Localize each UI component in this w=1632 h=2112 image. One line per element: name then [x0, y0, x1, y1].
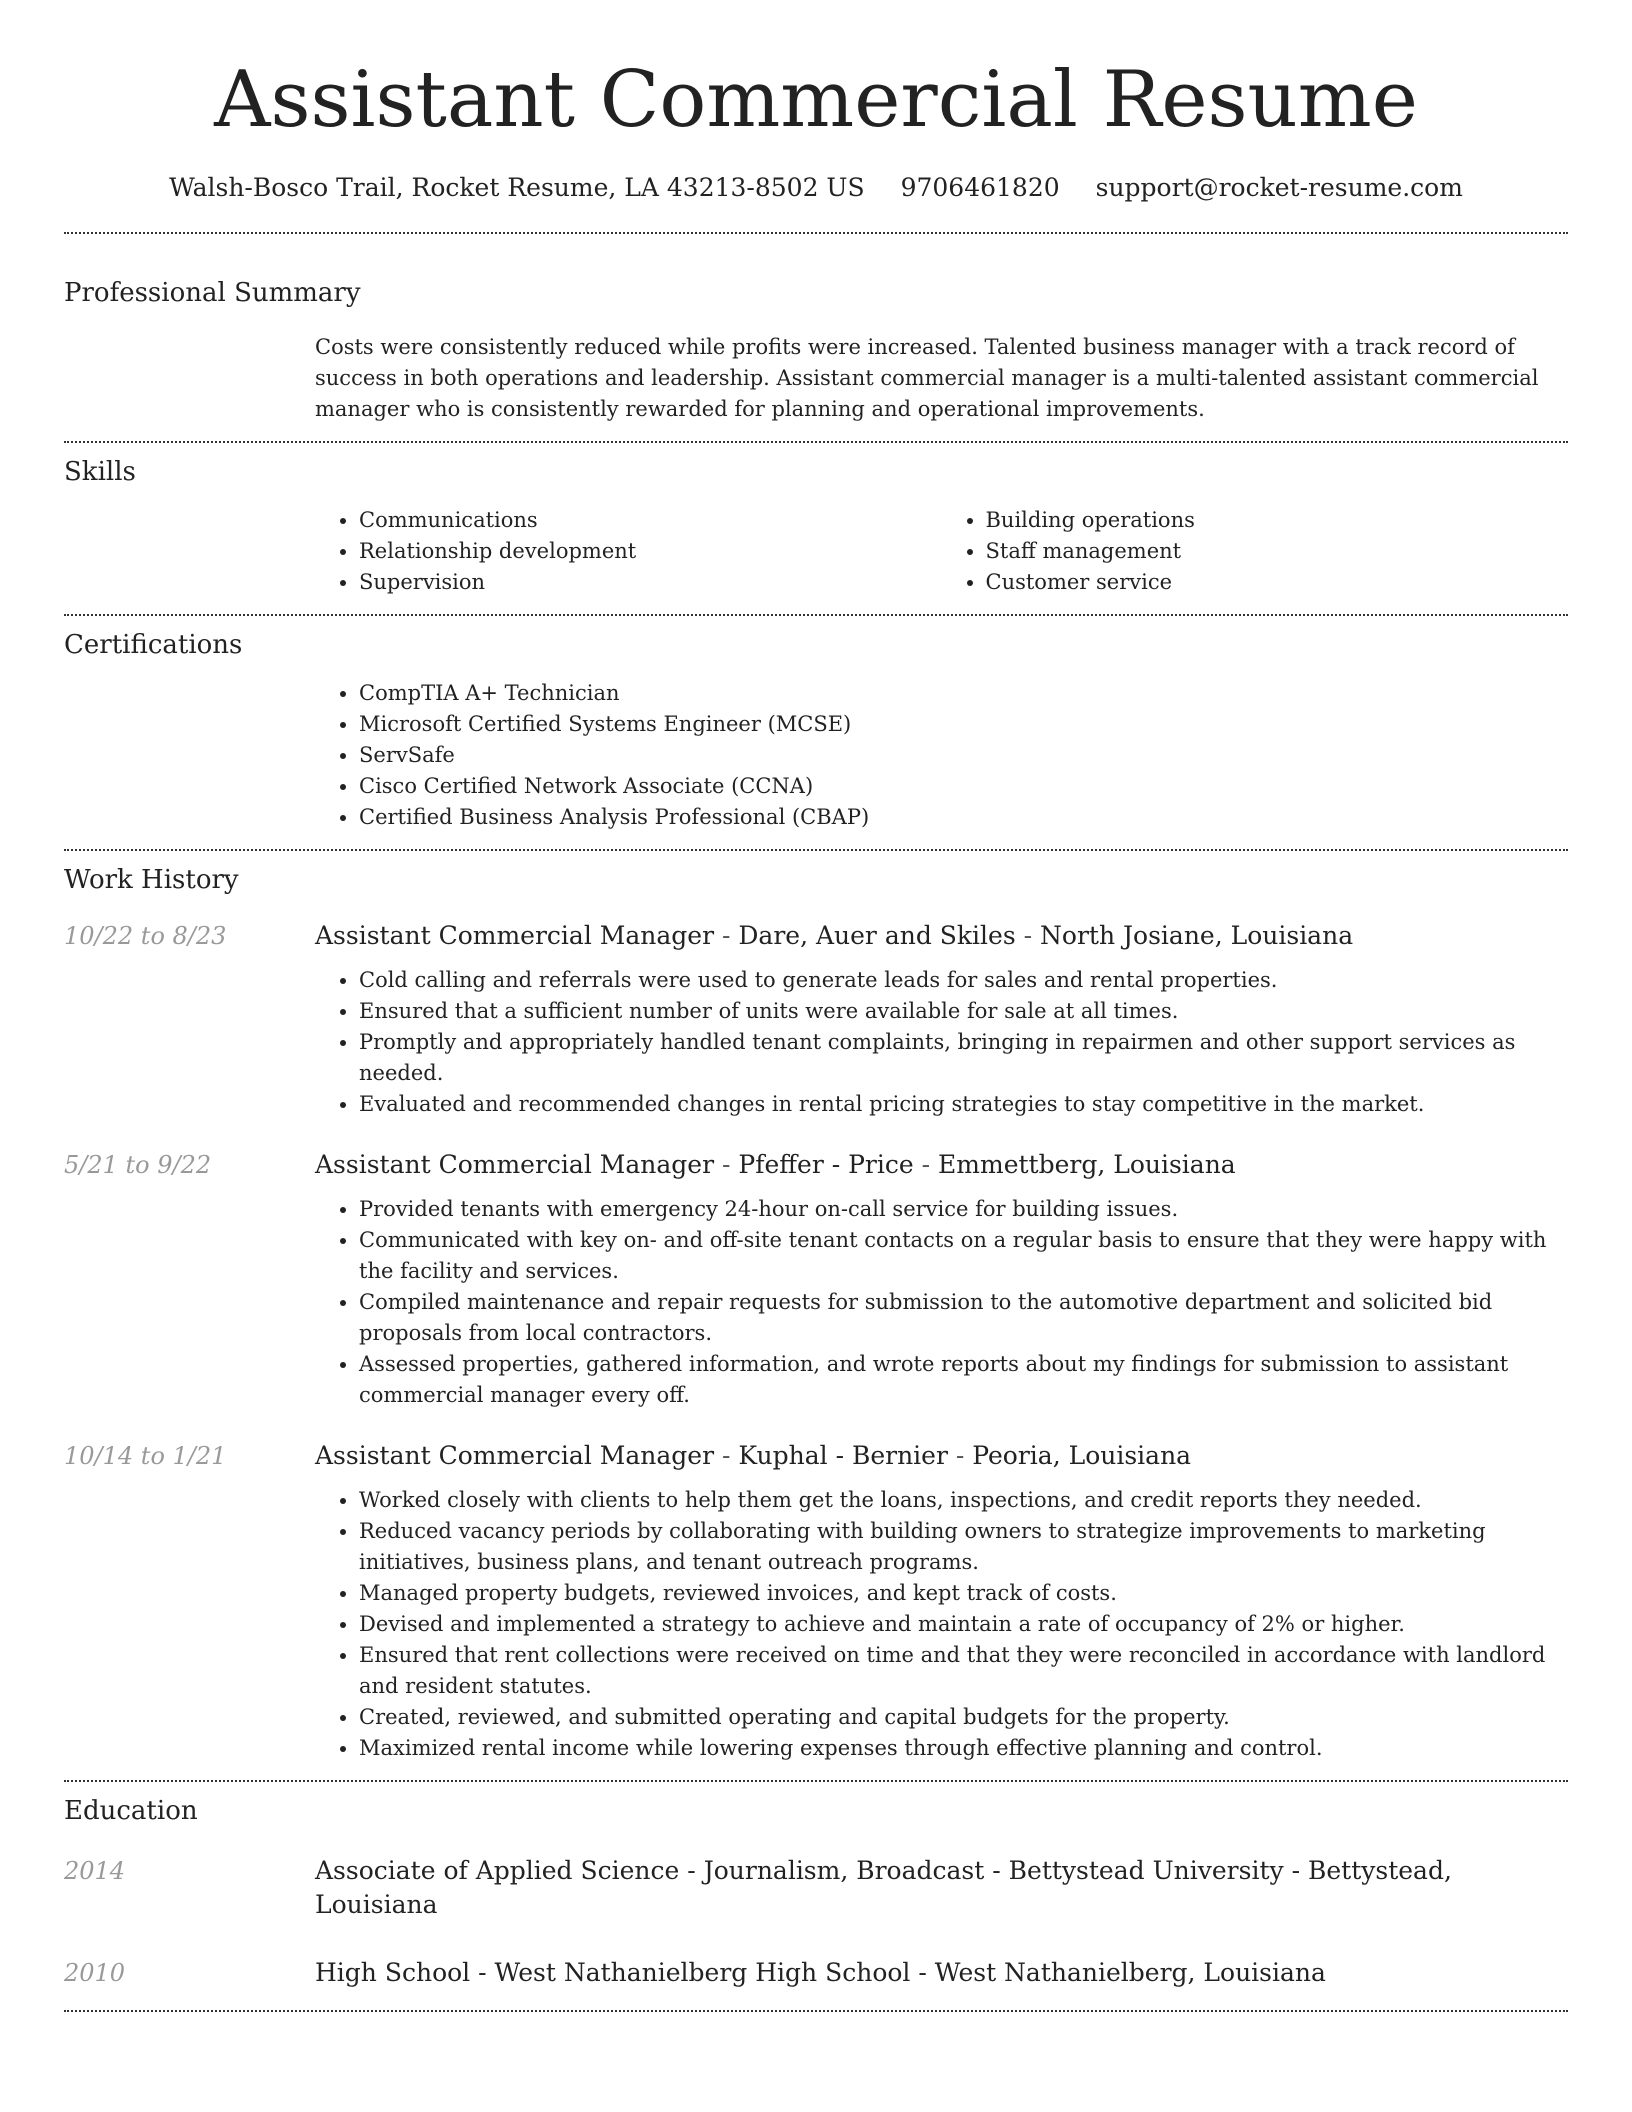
summary-text: Costs were consistently reduced while profits were increased. Talented business manager with a track record of success in both operations and leadership. Assistant commercial manager is a multi-talented assistant commercial manager who is consistently rewarded for planning and operational improvements. [315, 335, 1539, 421]
job-dates: 5/21 to 9/22 [64, 1151, 212, 1179]
job-title: Assistant Commercial Manager [315, 1150, 715, 1179]
list-item: • Reduced vacancy periods by collaborating with building owners to strategize improvements to marketing initiatives, business plans, and tenant outreach programs. [359, 1516, 1568, 1578]
contact-email: support@rocket-resume.com [1095, 173, 1463, 202]
list-item: • Communicated with key on- and off-site tenant contacts on a regular basis to ensure that they were happy with the facility and services. [359, 1225, 1568, 1287]
job-details [315, 965, 1568, 1120]
list-item: • Provided tenants with emergency 24-hour on-call service for building issues. [359, 1194, 1568, 1225]
list-item: • Relationship development [359, 536, 942, 567]
education-degree: High School [315, 1958, 471, 1987]
job-location: Emmettberg, Louisiana [938, 1150, 1236, 1179]
education-year: 2014 [64, 1857, 126, 1885]
job-title: Assistant Commercial Manager [315, 921, 715, 950]
list-item: • Compiled maintenance and repair requests for submission to the automotive department and solicited bid proposals from local contractors. [359, 1287, 1568, 1349]
job-details [315, 1194, 1568, 1411]
contact-line [64, 170, 1568, 206]
education-heading: High School - West Nathanielberg High School - West Nathanielberg, Louisiana [315, 1958, 1326, 1987]
job-bullets [315, 965, 1568, 1120]
contact-address: Walsh-Bosco Trail, Rocket Resume, LA 43213-8502 US [169, 173, 865, 202]
summary-content [315, 332, 1568, 425]
job-heading: Assistant Commercial Manager - Kuphal - Bernier - Peoria, Louisiana [315, 1441, 1192, 1470]
list-item: • Promptly and appropriately handled tenant complaints, bringing in repairmen and other support services as needed. [359, 1027, 1568, 1089]
list-item: • Microsoft Certified Systems Engineer (MCSE) [359, 709, 1568, 740]
skills-section [64, 455, 1568, 598]
education-school: Bettystead University [1008, 1856, 1284, 1885]
list-item: • Ensured that a sufficient number of units were available for sale at all times. [359, 996, 1568, 1027]
education-entry [64, 1956, 1568, 1990]
list-item: • Assessed properties, gathered information, and wrote reports about my findings for submission to assistant commercial manager every off. [359, 1349, 1568, 1411]
education-entry [64, 1854, 1568, 1922]
list-item: • Managed property budgets, reviewed invoices, and kept track of costs. [359, 1578, 1568, 1609]
list-item: • Devised and implemented a strategy to achieve and maintain a rate of occupancy of 2% or higher. [359, 1609, 1568, 1640]
list-item: • Created, reviewed, and submitted operating and capital budgets for the property. [359, 1702, 1568, 1733]
list-item: • Staff management [986, 536, 1569, 567]
summary-section [64, 276, 1568, 425]
job-location: Peoria, Louisiana [972, 1441, 1192, 1470]
education-year: 2010 [64, 1959, 126, 1987]
contact-phone: 9706461820 [900, 173, 1060, 202]
job-dates: 10/22 to 8/23 [64, 922, 227, 950]
job-entry [64, 1148, 1568, 1411]
divider [64, 2010, 1568, 2012]
list-item: • CompTIA A+ Technician [359, 678, 1568, 709]
job-entry [64, 919, 1568, 1120]
education-location: Bettystead, Louisiana [315, 1856, 1452, 1919]
list-item: • ServSafe [359, 740, 1568, 771]
divider [64, 441, 1568, 443]
section-title-summary: Professional Summary [64, 278, 361, 308]
list-item: • Customer service [986, 567, 1569, 598]
section-title-certifications: Certifications [64, 630, 243, 660]
list-item: • Worked closely with clients to help them get the loans, inspections, and credit reports they needed. [359, 1485, 1568, 1516]
education-section [64, 1794, 1568, 1990]
job-company: Kuphal - Bernier [738, 1441, 948, 1470]
job-entry [64, 1439, 1568, 1764]
education-location: West Nathanielberg, Louisiana [934, 1958, 1326, 1987]
divider [64, 232, 1568, 234]
skills-column-2 [942, 505, 1569, 598]
list-item: • Supervision [359, 567, 942, 598]
job-location: North Josiane, Louisiana [1040, 921, 1354, 950]
job-header [64, 1439, 1568, 1473]
education-field: Journalism, Broadcast [703, 1856, 985, 1885]
job-header [64, 1148, 1568, 1182]
list-item: • Communications [359, 505, 942, 536]
certifications-section [64, 628, 1568, 833]
job-heading: Assistant Commercial Manager - Pfeffer - Price - Emmettberg, Louisiana [315, 1150, 1236, 1179]
divider [64, 849, 1568, 851]
education-school: West Nathanielberg High School [494, 1958, 911, 1987]
job-details [315, 1485, 1568, 1764]
list-item: • Cold calling and referrals were used to generate leads for sales and rental properties. [359, 965, 1568, 996]
job-bullets [315, 1485, 1568, 1764]
section-title-education: Education [64, 1796, 198, 1826]
job-title: Assistant Commercial Manager [315, 1441, 715, 1470]
job-heading: Assistant Commercial Manager - Dare, Auer and Skiles - North Josiane, Louisiana [315, 921, 1354, 950]
certifications-content [315, 678, 1568, 833]
work-history-section [64, 863, 1568, 1764]
list-item: • Maximized rental income while lowering expenses through effective planning and control. [359, 1733, 1568, 1764]
list-item: • Cisco Certified Network Associate (CCNA) [359, 771, 1568, 802]
job-company: Dare, Auer and Skiles [738, 921, 1016, 950]
list-item: • Building operations [986, 505, 1569, 536]
job-header [64, 919, 1568, 953]
divider [64, 614, 1568, 616]
job-bullets [315, 1194, 1568, 1411]
education-heading: Associate of Applied Science - Journalism, Broadcast - Bettystead University - Bettystead, Louisiana [315, 1856, 1452, 1919]
divider [64, 1780, 1568, 1782]
certifications-list [315, 678, 1568, 833]
section-title-work-history: Work History [64, 865, 239, 895]
section-title-skills: Skills [64, 457, 136, 487]
job-dates: 10/14 to 1/21 [64, 1442, 227, 1470]
job-company: Pfeffer - Price [738, 1150, 914, 1179]
list-item: • Ensured that rent collections were received on time and that they were reconciled in accordance with landlord and resident statutes. [359, 1640, 1568, 1702]
skills-column-1 [315, 505, 942, 598]
list-item: • Certified Business Analysis Professional (CBAP) [359, 802, 1568, 833]
page-title: Assistant Commercial Resume [214, 55, 1418, 145]
skills-grid [315, 505, 1568, 598]
list-item: • Evaluated and recommended changes in rental pricing strategies to stay competitive in the market. [359, 1089, 1568, 1120]
education-degree: Associate of Applied Science [315, 1856, 680, 1885]
